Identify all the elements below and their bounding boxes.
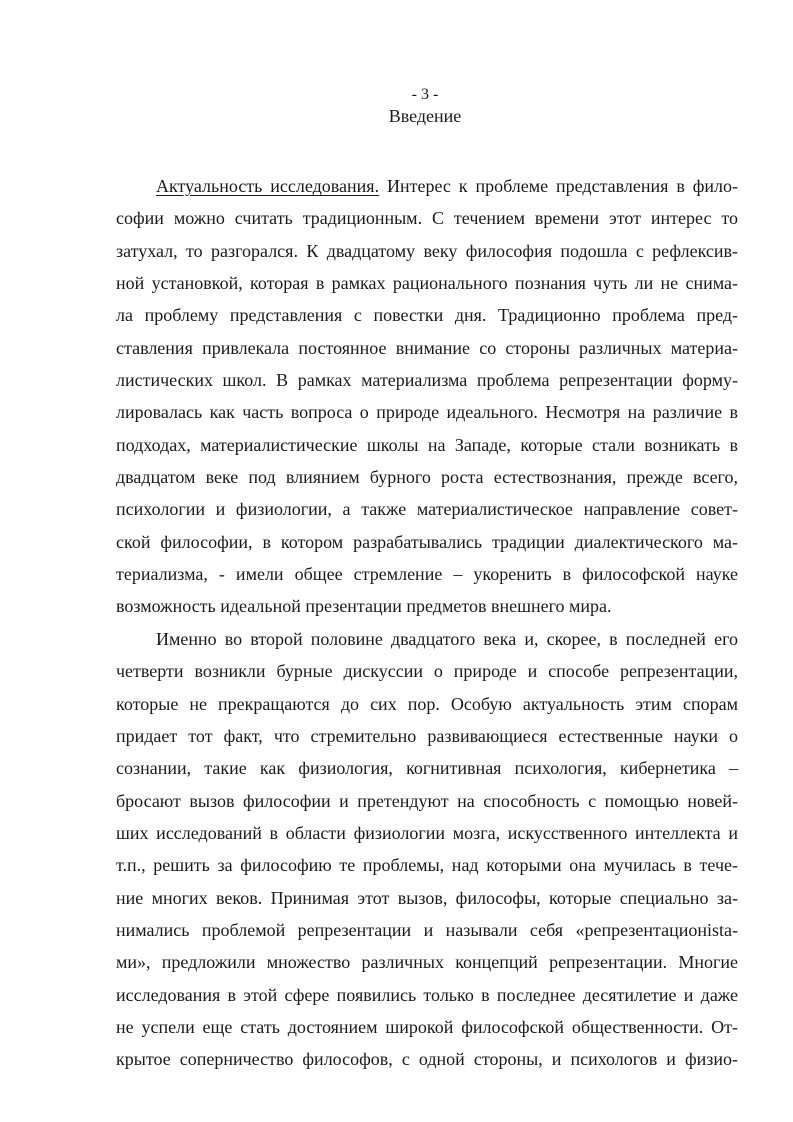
- text-line: крытое соперничество философов, с одной стороны, и психологов и физио-: [116, 1049, 738, 1070]
- text-line: ставления привлекала постоянное внимание со стороны различных материа-: [116, 337, 738, 358]
- text-line: ла проблему представления с повестки дня. Традиционно проблема пред-: [116, 305, 738, 326]
- text-line: териализма, - имели общее стремление – укоренить в философской науке: [116, 564, 738, 585]
- text-line: Именно во второй половине двадцатого века и, скорее, в последней его: [156, 628, 738, 649]
- text-line: придает тот факт, что стремительно развивающиеся естественные науки о: [116, 725, 738, 746]
- text-line: затухал, то разгорался. К двадцатому веку философия подошла с рефлексив-: [116, 240, 738, 261]
- text-line: психологии и физиологии, а также материалистическое направление совет-: [116, 499, 738, 520]
- text-line: ми», предложили множество различных концепций репрезентации. Многие: [116, 952, 738, 973]
- text-line: не успели еще стать достоянием широкой философской общественности. От-: [116, 1016, 738, 1037]
- section-heading: Введение: [388, 106, 462, 126]
- text-line: листических школ. В рамках материализма проблема репрезентации форму-: [116, 370, 738, 391]
- text-line: лировалась как часть вопроса о природе идеального. Несмотря на различие в: [116, 402, 738, 423]
- text-line: ние многих веков. Принимая этот вызов, философы, которые специально за-: [116, 887, 738, 908]
- text-line: четверти возникли бурные дискуссии о природе и способе репрезентации,: [116, 661, 738, 682]
- text-line: бросают вызов философии и претендуют на способность с помощью новей-: [116, 790, 738, 811]
- text-line: софии можно считать традиционным. С течением времени этот интерес то: [116, 208, 738, 229]
- text-line: которые не прекращаются до сих пор. Особую актуальность этим спорам: [116, 693, 738, 714]
- line-text: Интерес к проблеме представления в фило-: [379, 176, 739, 196]
- text-line: ших исследований в области физиологии мозга, искусственного интеллекта и: [116, 822, 738, 843]
- text-line: ной установкой, которая в рамках рационального познания чуть ли не снима-: [116, 273, 738, 294]
- text-line: сознании, такие как физиология, когнитивная психология, кибернетика –: [116, 758, 738, 779]
- text-line: нимались проблемой репрезентации и называли себя «репрезентационista-: [116, 919, 738, 940]
- text-line: т.п., решить за философию те проблемы, над которыми она мучилась в тече-: [116, 855, 738, 876]
- page-number: - 3 -: [411, 86, 439, 103]
- text-line: возможность идеальной презентации предметов внешнего мира.: [116, 596, 612, 617]
- text-line: подходах, материалистические школы на Западе, которые стали возникать в: [116, 434, 738, 455]
- body-text: [116, 170, 738, 1076]
- text-line: двадцатом веке под влиянием бурного роста естествознания, прежде всего,: [116, 467, 738, 488]
- text-line: исследования в этой сфере появились только в последнее десятилетие и даже: [116, 984, 738, 1005]
- text-line: ской философии, в котором разрабатывались традиции диалектического ма-: [116, 531, 738, 552]
- text-line: [116, 170, 738, 202]
- underlined-lead: Актуальность исследования.: [156, 176, 380, 196]
